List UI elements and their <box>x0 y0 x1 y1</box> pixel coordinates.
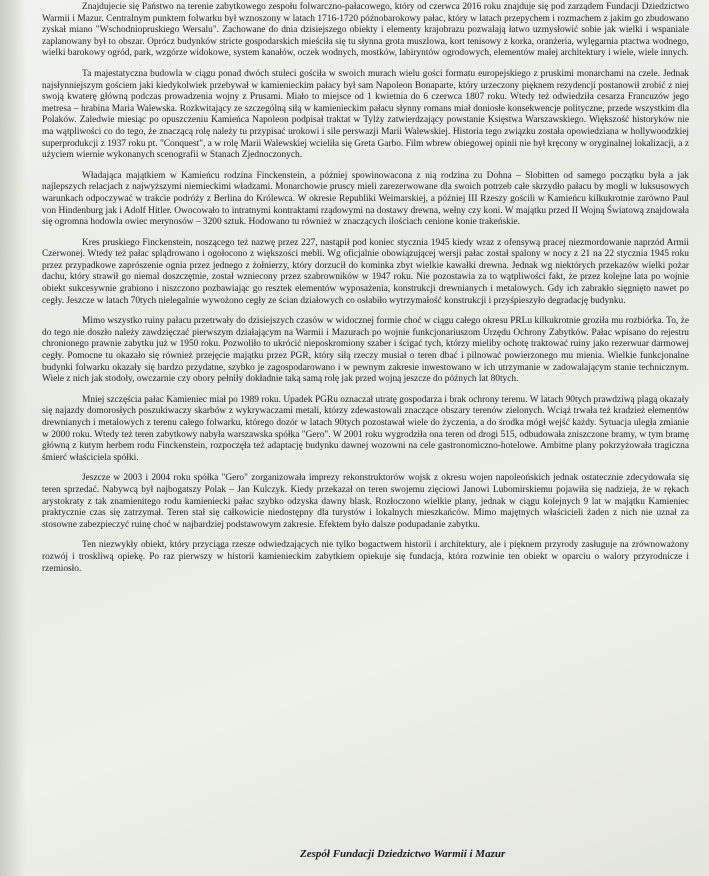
board-frame-edge <box>0 0 26 876</box>
paragraph-napoleon: Ta majestatyczna budowla w ciągu ponad dwóch stuleci gościła w swoich murach wielu gości formatu europejskiego z pruskimi monarchami na czele. Jednak najsłynniejszym gościem jaki kiedykolwiek przebywał w kamienieckim pałacy był sam Napoleon Bonaparte, który urzeczony pięknem rezydencji postanowił zrobić z niej swoją kwaterę główną podczas prowadzenia wojny z Prusami. Miało to miejsce od 1 kwietnia do 6 czerwca 1807 roku. Wtedy też odwiedziła cesarza Francuzów jego metresa – hrabina Maria Walewska. Rozkwitający ze szczególną siłą w kamienieckim pałacu słynny romans miał doniosłe konsekwencje polityczne, przede wszystkim dla Polaków. Zaledwie miesiąc po opuszczeniu Kamieńca Napoleon podpisał traktat w Tylży zatwierdzający powstanie Księstwa Warszawskiego. Większość historyków nie ma wątpliwości co do tego, że znaczącą rolę należy tu przypisać urokowi i sile perswazji Marii Walewskiej. Historia tego związku została opowiedziana w hollywoodzkiej superprodukcji z 1937 roku pt. "Conquest", a w rolę Marii Walewskiej wcieliła się Greta Garbo. Film wbrew obiegowej opinii nie był kręcony w oryginalnej lokalizacji, a z użyciem wiernie wykonanych scenografii w Stanach Zjednoczonych. <box>42 68 689 161</box>
paragraph-after-1989: Mniej szczęścia pałac Kamieniec miał po 1989 roku. Upadek PGRu oznaczał utratę gospodarza i brak ochrony terenu. W latach 90tych prawdziwą plagą okazały się najazdy domorosłych poszukiwaczy skarbów z wykrywaczami metali, którzy zdewastowali znaczące obszary terenów zielonych. Wciąż trwała też kradzież elementów drewnianych i metalowych z terenu całego folwarku, którego dozór w latach 90tych pozostawał wiele do życzenia, a do środka mógł wejść każdy. Sytuacja uległa zmianie w 2000 roku. Wtedy też teren zabytkowy nabyła warszawska spółka "Gero". W 2001 roku wygrodziła ona teren od drogi 515, odbudowała zniszczone bramy, w tym bramę główną z kutym herbem rodu Finckenstein, rozpoczęła też adaptację budynku dawnej wozowni na cele gastronomiczno-hotelowe. Ambitne plany pokrzyżowała tragiczna śmierć właściciela spółki. <box>42 394 689 463</box>
paragraph-intro: Znajdujecie się Państwo na terenie zabytkowego zespołu folwarczno-pałacowego, który od czerwca 2016 roku znajduje się pod zarządem Fundacji Dziedzictwo Warmii i Mazur. Centralnym punktem folwarku był wznoszony w latach 1716-1720 późnobarokowy pałac, który w latach przepychem i rozmachem z jakim go zbudowano zyskał miano "Wschodniopruskiego Wersalu". Zachowane do dnia dzisiejszego obiekty i elementy krajobrazu pozwalają łatwo uzmysłowić sobie jak wielki i wspaniale zaplanowany był to obszar. Oprócz budynków stricte gospodarskich mieściła się tu słynna grota muszlowa, kort tenisowy z korka, oranżeria, wylęgarnia ptactwa wodnego, wielki barokowy ogród, park, wzgórze widokowe, system kanałów, oczek wodnych, mostków, labiryntów ogrodowych, elementów małej architektury i wiele, wiele innych. <box>42 2 689 59</box>
paragraph-finckenstein-family: Władająca majątkiem w Kamieńcu rodzina Finckenstein, a później spowinowacona z nią rodzina zu Dohna – Slobitten od samego początku była a jak najlepszych relacjach z najwyższymi niemieckimi władzami. Monarchowie pruscy mieli zarezerwowane dla swoich potrzeb całe skrzydło pałacu by mogli w luksusowych warunkach odpoczywać w trakcie podróży z Berlina do Królewca. W okresie Republiki Weimarskiej, a później III Rzeszy gościli w Kamieńcu kilkukrotnie zarówno Paul von Hindenburg jak i Adolf Hitler. Owocowało to intratnymi kontraktami rządowymi na dostawy drewna, wełny czy koni. W majątku przed II Wojną Światową znajdowała się ogromna hodowla owiec merynosów – 3200 sztuk. Hodowano tu również w znaczących ilościach cenione konie trakeńskie. <box>42 170 689 228</box>
signature: Zespół Fundacji Dziedzictwo Warmii i Mazur <box>300 848 506 860</box>
paragraph-war-destruction: Kres pruskiego Finckenstein, noszącego też nazwę przez 227, nastąpił pod koniec stycznia 1945 kiedy wraz z ofensywą pracej niezmordowanie naprzód Armii Czerwonej. Wtedy też pałac splądrowano i ogołocono z większości mebli. Wg oficjalnie obowiązującej wersji pałac został spalony w nocy z 21 na 22 stycznia 1945 roku przez przypadkowe zaprószenie ognia przez jednego z żołnierzy, który dorzucił do kominka zbyt wielkie kawałki drewna. Jednak wg niektórych przekazów wielki pożar dachu, który strawił go niemal doszczętnie, został wzniecony przez szabrowników w 1947 roku. Nie pozostawia za to wątpliwości fakt, że przez kolejne lata po wojnie obiekt sukcesywnie grabiono i niszczono pozbawiając go resztek elementów wyposażenia, konstrukcji drewnianych i metalowych. Gdy ich zabrakło sięgnięto nawet po cegły. Jeszcze w latach 70tych nielegalnie wywożono cegły ze ścian działowych co osłabiło wytrzymałość konstrukcji i przyśpieszyło degradację budynku. <box>42 237 689 306</box>
paragraph-gero-kulczyk: Jeszcze w 2003 i 2004 roku spółka "Gero" zorganizowała imprezy rekonstruktorów wojsk z okresu wojen napoleońskich jednak ostatecznie zdecydowała się teren sprzedać. Nabywcą był najbogatszy Polak – Jan Kulczyk. Kiedy przekazał on teren swojemu zięciowi Janowi Lubomirskiemu pojawiła się nadzieja, że w rękach arystokraty z tak znamienitego rodu kamieniecki pałac szybko odzyska dawny blask. Rozłoczono wielkie plany, jednak w ciągu kolejnych 9 lat w majątku Kamieniec praktycznie czas się zatrzymał. Teren stał się całkowicie niedostępny dla turystów i lokalnych mieszkańców. Mimo majętnych właścicieli żaden z nich nie uznał za stosowne zabezpieczyć ruinę choć w najbardziej podstawowym zakresie. Efektem było dalsze podupadanie zabytku. <box>42 473 689 530</box>
document-body <box>42 2 689 575</box>
paragraph-prl-period: Mimo wszystko ruiny pałacu przetrwały do dzisiejszych czasów w widocznej formie choć w ciągu całego okresu PRLu kilkukrotnie groziła mu rozbiórka. To, że do tego nie doszło należy zawdzięczać pierwszym działającym na Warmii i Mazurach po wojnie funkcjonariuszom Urzędu Ochrony Zabytków. Pałac wpisano do rejestru chronionego prawnie zabytku już w 1950 roku. Pozwoliło to ukrócić nieposkromiony szaber i ścigać tych, którzy mieliby ochotę traktować ruiny jako rezerwuar darmowej cegły. Pomocne tu okazało się również przejęcie majątku przez PGR, który siłą rzeczy musiał o teren dbać i pilnować powierzonego mu mienia. Wielkie funkcjonalne budynki folwarku okazały się bardzo przydatne, szybko je zagospodarowano i w pewnym zakresie inwestowano w ich utrzymanie w zadowalającym stanie technicznym. Wiele z nich jak stodoły, owczarnie czy obory pełniły dokładnie taką samą rolę jak przed wojną jeszcze do późnych lat 80tych. <box>42 316 689 385</box>
paragraph-foundation: Ten niezwykły obiekt, który przyciąga rzesze odwiedzających nie tylko bogactwem historii i architektury, ale i pięknem przyrody zasługuje na zrównoważony rozwój i troskliwą opiekę. Po raz pierwszy w historii kamienieckim zabytkiem opiekuje się fundacja, która rozwinie ten obiekt w oparciu o walory przyrodnicze i rzemiosło. <box>42 540 689 574</box>
